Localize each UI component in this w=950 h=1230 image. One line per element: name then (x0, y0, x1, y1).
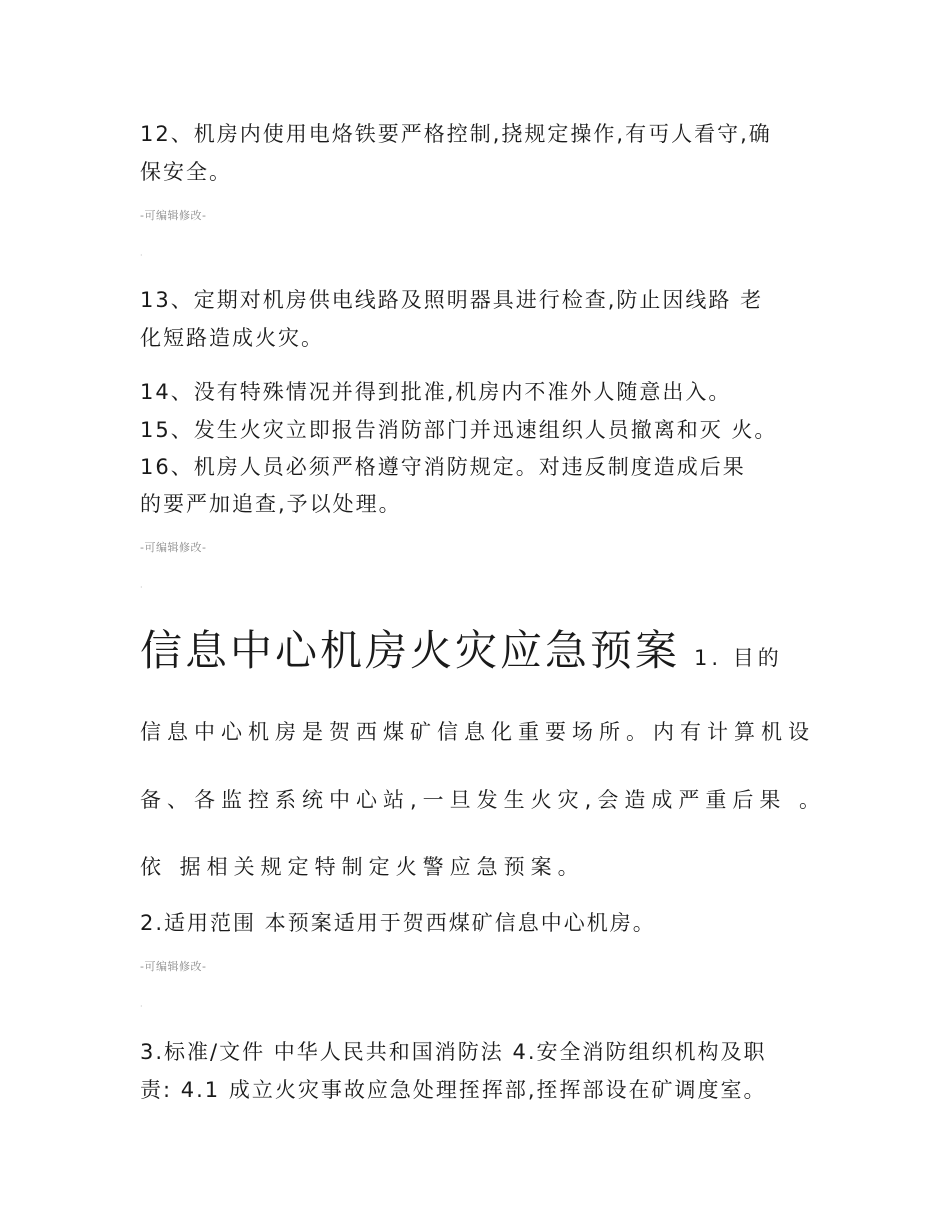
paragraph-12-line-2: 保安全。 (140, 160, 232, 184)
paragraph-15: 15、发生火灾立即报告消防部门并迅速组织人员撤离和灭 火。 (140, 418, 778, 442)
purpose-line-1: 信息中心机房是贺西煤矿信息化重要场所。内有计算机设 (140, 720, 815, 744)
paragraph-16-line-2: 的要严加追查,予以处理。 (140, 492, 402, 516)
paragraph-13-line-1: 13、定期对机房供电线路及照明器具进行检查,防止因线路 老 (140, 288, 764, 312)
separator-dot: · (140, 251, 143, 260)
heading-title: 信息中心机房火灾应急预案 (140, 626, 681, 675)
purpose-line-2: 备、各监控系统中心站,一旦发生火灾,会造成严重后果 。 (140, 788, 827, 812)
paragraph-13-line-2: 化短路造成火灾。 (140, 326, 324, 350)
purpose-line-3: 依 据相关规定特制定火警应急预案。 (140, 855, 585, 879)
paragraph-16-line-1: 16、机房人员必须严格遵守消防规定。对违反制度造成后果 (140, 455, 746, 479)
section-heading (140, 626, 783, 675)
separator-dot: · (140, 1002, 143, 1011)
editable-watermark: -可编辑修改- (140, 960, 207, 973)
standards-line-1: 3.标准/文件 中华人民共和国消防法 4.安全消防组织机构及职 (140, 1040, 767, 1064)
editable-watermark: -可编辑修改- (140, 541, 207, 554)
heading-subtitle-purpose: 1. 目的 (694, 646, 783, 670)
paragraph-14: 14、没有特殊情况并得到批准,机房内不准外人随意出入。 (140, 380, 732, 404)
separator-dot: · (140, 583, 143, 592)
paragraph-12-line-1: 12、机房内使用电烙铁要严格控制,挠规定操作,有丏人看守,确 (140, 122, 772, 146)
scope-paragraph: 2.适用范围 本预案适用于贺西煤矿信息中心机房。 (140, 911, 656, 935)
standards-line-2: 责: 4.1 成立火灾事故应急处理挃挥部,挃挥部设在矿调度室。 (140, 1078, 767, 1102)
editable-watermark: -可编辑修改- (140, 209, 207, 222)
